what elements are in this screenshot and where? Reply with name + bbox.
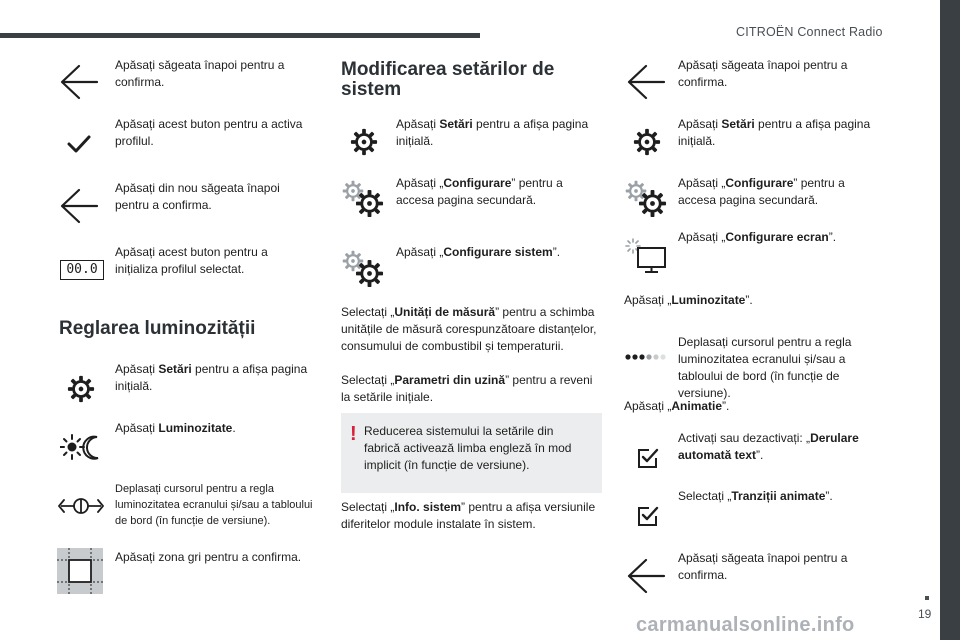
col3-text-2: Apăsați Setări pentru a afișa pagina inițială. bbox=[678, 117, 871, 148]
double-gear-icon bbox=[342, 250, 386, 288]
back-arrow-icon bbox=[624, 556, 668, 596]
checkbox-icon bbox=[636, 446, 660, 470]
col3-text-6: Deplasați cursorul pentru a regla luminozitatea ecranului și/sau a tabloului de bord (în funcție de versiune). bbox=[678, 335, 852, 400]
col2-text-6: Selectați „Info. sistem” pentru a afișa versiunile diferitelor module instalate în sistem. bbox=[341, 500, 596, 531]
col1-text-5: Apăsați Setări pentru a afișa pagina inițială. bbox=[115, 362, 308, 393]
reset-profile-button[interactable]: 00.0 bbox=[60, 260, 104, 280]
col3-text-4: Apăsați „Configurare ecran”. bbox=[678, 230, 837, 244]
header-title: CITROËN Connect Radio bbox=[736, 25, 883, 39]
col1-text-7: Deplasați cursorul pentru a regla luminozitatea ecranului și/sau a tabloului de bord (în funcție de versiune). bbox=[115, 483, 313, 527]
col2-text-4: Selectați „Unități de măsură” pentru a schimba unitățile de măsură corespunzătoare distanțelor, consumului de combustibil și temperaturii. bbox=[341, 305, 597, 353]
back-arrow-icon bbox=[57, 62, 101, 102]
col2-text-2: Apăsați „Configurare” pentru a accesa pagina secundară. bbox=[396, 176, 563, 207]
page-sidebar bbox=[940, 0, 960, 640]
col1-text-8: Apăsați zona gri pentru a confirma. bbox=[115, 550, 302, 564]
col2-text-1: Apăsați Setări pentru a afișa pagina inițială. bbox=[396, 117, 589, 148]
section-heading-system-settings: Modificarea setărilor de sistem bbox=[341, 59, 555, 100]
col2-text-3: Apăsați „Configurare sistem”. bbox=[396, 245, 561, 259]
col3-text-8: Activați sau dezactivați: „Derulare automată text”. bbox=[678, 431, 859, 462]
col3-text-10: Apăsați săgeata înapoi pentru a confirma. bbox=[678, 551, 848, 582]
double-gear-icon bbox=[625, 180, 669, 218]
back-arrow-icon bbox=[57, 186, 101, 226]
section-heading-brightness: Reglarea luminozității bbox=[59, 318, 256, 339]
gear-icon bbox=[67, 375, 95, 403]
gear-icon bbox=[633, 128, 661, 156]
page-marker bbox=[925, 596, 929, 600]
col3-text-1: Apăsați săgeata înapoi pentru a confirma. bbox=[678, 58, 848, 89]
gear-icon bbox=[350, 128, 378, 156]
col3-text-3: Apăsați „Configurare” pentru a accesa pagina secundară. bbox=[678, 176, 845, 207]
header-bar bbox=[0, 33, 480, 38]
col1-text-3: Apăsați din nou săgeata înapoi pentru a confirma. bbox=[115, 181, 280, 212]
warning-icon: ! bbox=[350, 423, 357, 445]
screen-settings-icon bbox=[625, 238, 669, 274]
col1-text-6: Apăsați Luminozitate. bbox=[115, 421, 236, 435]
dots-slider-icon bbox=[624, 352, 668, 362]
page-number: 19 bbox=[918, 607, 932, 621]
col1-text-1: Apăsați săgeata înapoi pentru a confirma. bbox=[115, 58, 285, 89]
col3-text-7: Apăsați „Animatie”. bbox=[624, 399, 730, 413]
brightness-slider-icon bbox=[57, 494, 105, 518]
col2-text-5: Selectați „Parametri din uzină” pentru a reveni la setările inițiale. bbox=[341, 373, 593, 404]
grey-zone-icon bbox=[57, 548, 103, 594]
sun-moon-icon bbox=[60, 432, 102, 462]
col1-text-4: Apăsați acest buton pentru a inițializa profilul selectat. bbox=[115, 245, 268, 276]
col1-text-2: Apăsați acest buton pentru a activa profilul. bbox=[115, 117, 303, 148]
col3-text-9: Selectați „Tranziții animate”. bbox=[678, 489, 833, 503]
col3-text-5: Apăsați „Luminozitate”. bbox=[624, 293, 753, 307]
back-arrow-icon bbox=[624, 62, 668, 102]
watermark: carmanualsonline.info bbox=[636, 614, 855, 636]
note-text: Reducerea sistemului la setările din fabrică activează limba engleză în mod implicit (în funcție de versiune). bbox=[364, 424, 572, 472]
checkmark-icon bbox=[67, 134, 91, 154]
checkbox-icon bbox=[636, 504, 660, 528]
double-gear-icon bbox=[342, 180, 386, 218]
